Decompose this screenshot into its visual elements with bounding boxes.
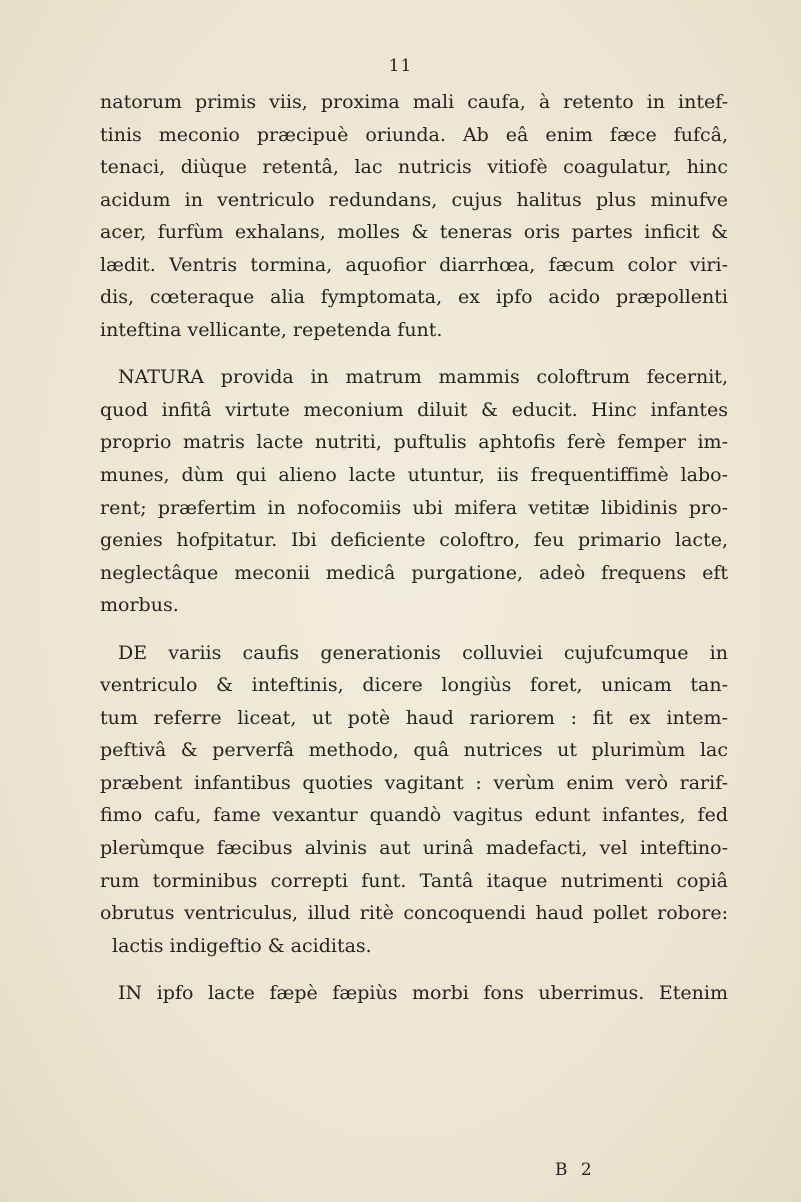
text-line: tum referre liceat, ut potè haud rariorem : fit ex intem- <box>100 706 728 729</box>
paragraph-gap <box>100 346 728 361</box>
text-line: natorum primis viis, proxima mali caufa, à retento in intef- <box>100 91 728 113</box>
text-line: NATURA provida in matrum mammis coloftrum fecernit, <box>118 366 728 389</box>
paragraph <box>100 86 728 346</box>
text-line: proprio matris lacte nutriti, puftulis aphtofis ferè femper im- <box>100 431 728 454</box>
text-line: obrutus ventriculus, illud ritè concoquendi haud pollet robore: <box>100 902 728 925</box>
text-line: DE variis caufis generationis colluviei cujufcumque in <box>118 641 728 664</box>
text-line: tenaci, diùque retentâ, lac nutricis vitiofè coagulatur, hinc <box>100 156 728 179</box>
text-line: acidum in ventriculo redundans, cujus halitus plus minufve <box>100 188 728 211</box>
text-line: dis, cœteraque alia fymptomata, ex ipfo acido præpollenti <box>100 286 728 309</box>
text-line: ventriculo & inteftinis, dicere longiùs foret, unicam tan- <box>100 674 728 697</box>
page-number: 11 <box>388 56 413 76</box>
paragraph <box>100 361 728 621</box>
paragraph-gap <box>100 962 728 977</box>
text-line: lædit. Ventris tormina, aquofior diarrhœa, fæcum color viri- <box>100 253 728 276</box>
paragraph <box>100 977 728 1010</box>
text-line: inteftina vellicante, repetenda funt. <box>100 318 443 341</box>
text-line: lactis indigeftio & aciditas. <box>112 934 372 957</box>
text-line: plerùmque fæcibus alvinis aut urinâ madefacti, vel inteftino- <box>100 837 728 860</box>
text-line: rum torminibus correpti funt. Tantâ itaque nutrimenti copiâ <box>100 869 728 892</box>
text-line: acer, furfùm exhalans, molles & teneras oris partes inficit & <box>100 221 728 244</box>
paragraph <box>100 637 728 962</box>
text-line: tinis meconio præcipuè oriunda. Ab eâ enim fæce fufcâ, <box>100 123 728 146</box>
text-line: quod infitâ virtute meconium diluit & educit. Hinc infantes <box>100 398 728 421</box>
text-line: morbus. <box>100 594 179 617</box>
text-line: fimo cafu, fame vexantur quandò vagitus edunt infantes, fed <box>100 804 728 827</box>
signature-mark: B 2 <box>555 1160 596 1180</box>
text-line: peftivâ & perverfâ methodo, quâ nutrices ut plurimùm lac <box>100 739 728 762</box>
text-line: rent; præfertim in nofocomiis ubi mifera vetitæ libidinis pro- <box>100 496 728 519</box>
text-line: neglectâque meconii medicâ purgatione, adeò frequens eft <box>100 561 728 584</box>
text-line: genies hofpitatur. Ibi deficiente coloftro, feu primario lacte, <box>100 529 728 552</box>
paragraph-gap <box>100 622 728 637</box>
text-line: præbent infantibus quoties vagitant : verùm enim verò rarif- <box>100 771 728 794</box>
text-line: munes, dùm qui alieno lacte utuntur, iis frequentiffimè labo- <box>100 464 728 487</box>
text-line: IN ipfo lacte fæpè fæpiùs morbi fons uberrimus. Etenim <box>118 982 728 1005</box>
text-body <box>100 86 728 1010</box>
